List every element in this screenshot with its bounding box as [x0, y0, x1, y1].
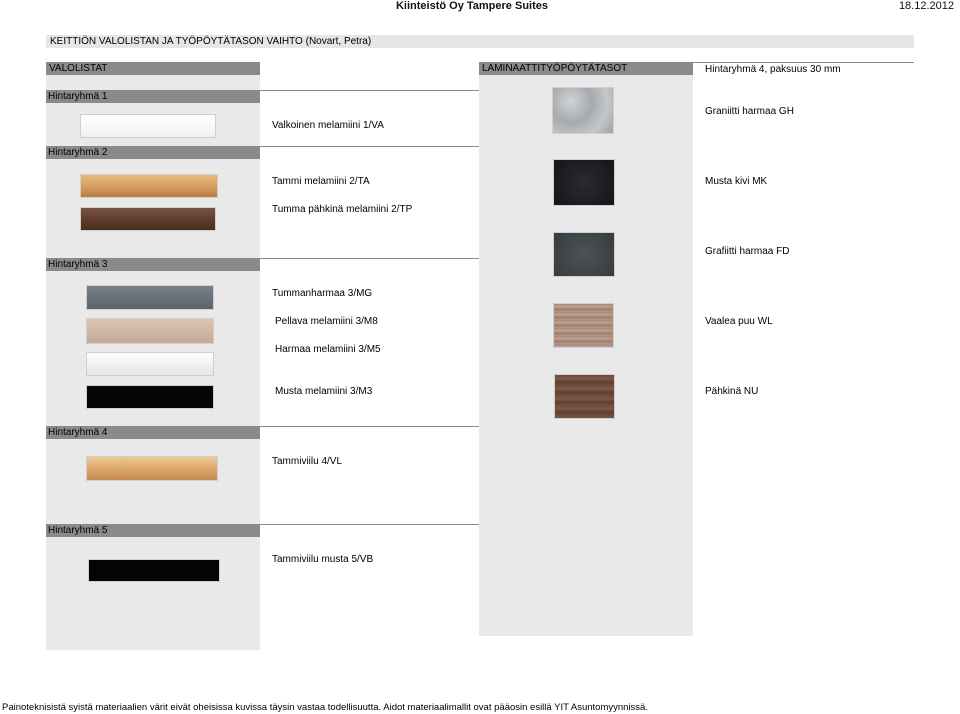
- group-1-header: Hintaryhmä 1: [46, 90, 260, 103]
- swatch-harmaa: [86, 352, 214, 376]
- document-title: KEITTIÖN VALOLISTAN JA TYÖPÖYTÄTASON VAIHTO (Novart, Petra): [46, 35, 914, 48]
- label-vl: Tammiviilu 4/VL: [272, 456, 343, 467]
- label-vb: Tammiviilu musta 5/VB: [272, 554, 374, 565]
- label-ta: Tammi melamiini 2/TA: [272, 176, 370, 187]
- swatch-valkoinen: [80, 114, 216, 138]
- label-fd: Grafiitti harmaa FD: [705, 246, 790, 257]
- label-nu: Pähkinä NU: [705, 386, 759, 397]
- document-date: 18.12.2012: [898, 0, 954, 12]
- label-mg: Tummanharmaa 3/MG: [272, 288, 373, 299]
- section-laminaatti: LAMINAATTITYÖPÖYTÄTASOT: [479, 62, 693, 75]
- swatch-vaalea-puu: [553, 303, 614, 348]
- section-valolistat: VALOLISTAT: [46, 62, 260, 75]
- group-5-header: Hintaryhmä 5: [46, 524, 260, 537]
- swatch-tummanharmaa: [86, 285, 214, 310]
- label-wl: Vaalea puu WL: [705, 316, 773, 327]
- label-m5: Harmaa melamiini 3/M5: [275, 344, 381, 355]
- row-rule: [260, 524, 479, 525]
- worktop-panel: [479, 62, 693, 636]
- group-3-header: Hintaryhmä 3: [46, 258, 260, 271]
- row-rule: [260, 146, 479, 147]
- swatch-tammiviilu-musta: [88, 559, 220, 582]
- footer-note: Painoteknisistä syistä materiaalien värit eivät oheisissa kuvissa täysin vastaa todellisuutta. Aidot materiaalimallit ovat pääosin esillä YIT Asuntomyynnissä.: [2, 702, 648, 713]
- swatch-graniitti: [552, 87, 614, 134]
- label-m8: Pellava melamiini 3/M8: [275, 316, 378, 327]
- label-tp: Tumma pähkinä melamiini 2/TP: [272, 204, 413, 215]
- laminaatti-group-label: Hintaryhmä 4, paksuus 30 mm: [705, 64, 841, 75]
- swatch-musta-kivi: [553, 159, 615, 206]
- header-rule: [693, 62, 914, 63]
- group-2-header: Hintaryhmä 2: [46, 146, 260, 159]
- swatch-tammiviilu: [86, 456, 218, 481]
- swatch-tumma-pahkina: [80, 207, 216, 231]
- label-mk: Musta kivi MK: [705, 176, 768, 187]
- swatch-grafiitti: [553, 232, 615, 277]
- swatch-pellava: [86, 318, 214, 344]
- swatch-tammi: [80, 174, 218, 198]
- swatch-musta: [86, 385, 214, 409]
- group-4-header: Hintaryhmä 4: [46, 426, 260, 439]
- label-m3: Musta melamiini 3/M3: [275, 386, 373, 397]
- company-name: Kiinteistö Oy Tampere Suites: [395, 0, 548, 12]
- swatch-pahkina: [554, 374, 615, 419]
- label-gh: Graniitti harmaa GH: [705, 106, 794, 117]
- row-rule: [260, 258, 479, 259]
- row-rule: [260, 426, 479, 427]
- label-va: Valkoinen melamiini 1/VA: [272, 120, 384, 131]
- row-rule: [260, 90, 479, 91]
